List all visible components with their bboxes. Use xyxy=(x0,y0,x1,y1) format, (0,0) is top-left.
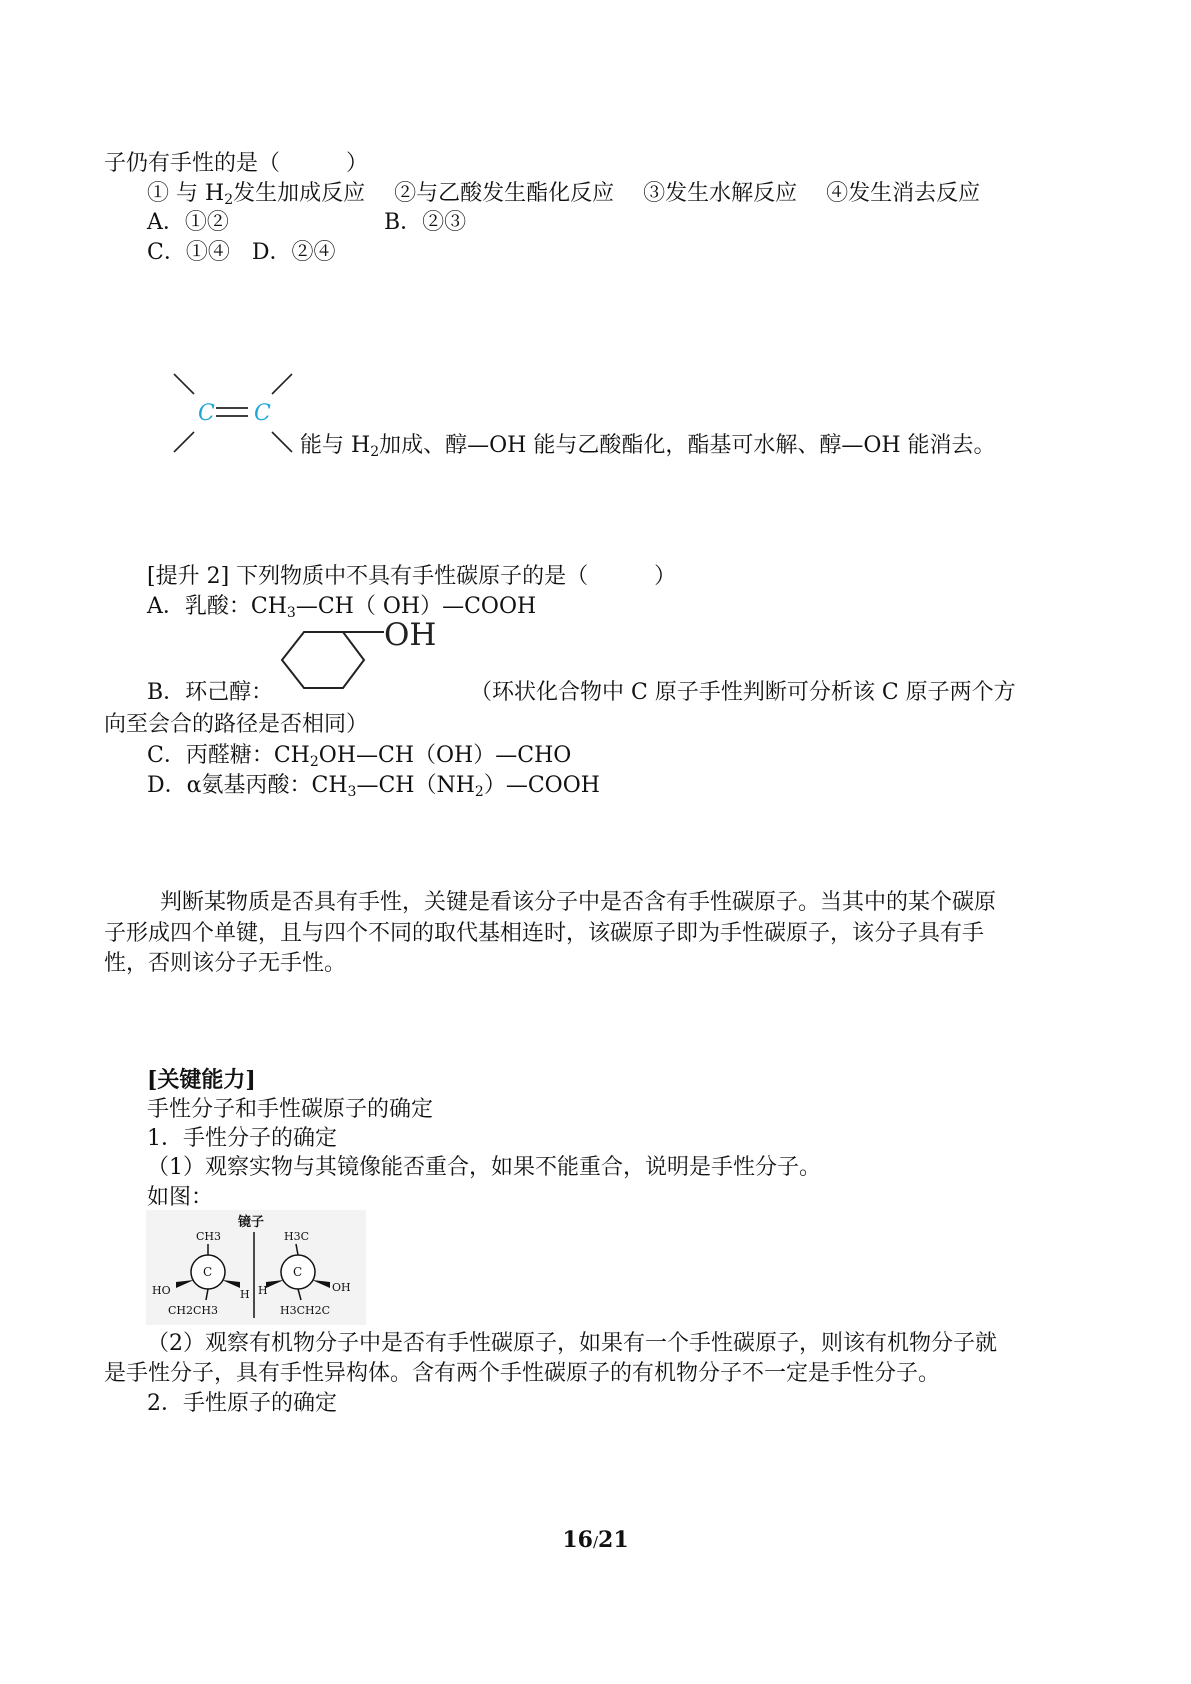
question2-option-b: B．环己醇： xyxy=(147,680,274,705)
figure-intro: 如图： xyxy=(147,1185,214,1210)
option-1: ① 与 $H_2$发生加成反应 xyxy=(147,181,366,208)
left-bottom-group: CH2CH3 xyxy=(168,1304,219,1317)
choice-a: A．①② xyxy=(147,210,229,235)
question2-option-c: C．丙醛糖：$CH_2OH—CH(OH)—CHO$ xyxy=(147,743,572,770)
right-center-carbon: C xyxy=(293,1265,303,1279)
item-2-heading: 2．手性原子的确定 xyxy=(147,1391,337,1416)
question-options-row xyxy=(147,180,980,208)
option-3: ③发生水解反应 xyxy=(643,181,798,206)
alkene-structure xyxy=(168,368,298,463)
right-right-group: OH xyxy=(332,1281,351,1294)
question-stem-tail: 子仍有手性的是（ ） xyxy=(104,151,369,176)
method-paragraph-line3: 性，否则该分子无手性。 xyxy=(104,951,347,976)
question2-option-b-note: （环状化合物中 C 原子手性判断可分析该 C 原子两个方 xyxy=(470,680,1016,705)
left-top-group: CH3 xyxy=(196,1230,222,1243)
page-number: 16/21 xyxy=(562,1527,629,1553)
question2-option-b-note-cont: 向至会合的路径是否相同） xyxy=(104,712,369,737)
left-center-carbon: C xyxy=(203,1265,213,1279)
choice-b: B．②③ xyxy=(384,210,467,235)
option-2: ②与乙酸发生酯化反应 xyxy=(394,181,615,206)
left-right-group: H xyxy=(240,1288,250,1301)
item-1-heading: 1．手性分子的确定 xyxy=(147,1126,337,1151)
item-1-point-1: （1）观察实物与其镜像能否重合，如果不能重合，说明是手性分子。 xyxy=(147,1155,821,1180)
alkene-explanation: 能与 $H_2$加成、醇—OH 能与乙酸酯化，酯基可水解、醇—OH 能消去。 xyxy=(300,433,996,460)
mirror-image-figure xyxy=(146,1210,366,1325)
carbon-left-label: C xyxy=(198,401,215,426)
question2-option-a: A．乳酸：$CH_3—CH$（ OH）—COOH xyxy=(147,594,537,621)
cyclohexanol-structure xyxy=(276,620,446,700)
item-1-point-2-line2: 是手性分子，具有手性异构体。含有两个手性碳原子的有机物分子不一定是手性分子。 xyxy=(104,1361,941,1386)
item-1-point-2-line1: （2）观察有机物分子中是否有手性碳原子，如果有一个手性碳原子，则该有机物分子就 xyxy=(147,1331,997,1356)
question2-stem: [提升 2] 下列物质中不具有手性碳原子的是（ ） xyxy=(147,564,677,589)
left-left-group: HO xyxy=(152,1284,171,1297)
right-bottom-group: H3CH2C xyxy=(280,1304,331,1317)
right-left-group: H xyxy=(258,1284,268,1297)
section-heading: [关键能力] xyxy=(147,1067,256,1093)
question2-option-d: D．α氨基丙酸：$CH_3—CH(NH_2)—COOH$ xyxy=(147,773,600,800)
oh-group-label: OH xyxy=(384,620,437,653)
option-4: ④发生消去反应 xyxy=(826,181,981,206)
section-subtitle: 手性分子和手性碳原子的确定 xyxy=(147,1097,434,1122)
right-top-group: H3C xyxy=(284,1230,310,1243)
mirror-label: 镜子 xyxy=(238,1215,265,1230)
choice-c-d: C．①④ D．②④ xyxy=(147,240,336,265)
method-paragraph-line2: 子形成四个单键，且与四个不同的取代基相连时，该碳原子即为手性碳原子，该分子具有手 xyxy=(104,921,985,946)
method-paragraph-line1: 判断某物质是否具有手性，关键是看该分子中是否含有手性碳原子。当其中的某个碳原 xyxy=(160,890,997,915)
carbon-right-label: C xyxy=(254,401,271,426)
